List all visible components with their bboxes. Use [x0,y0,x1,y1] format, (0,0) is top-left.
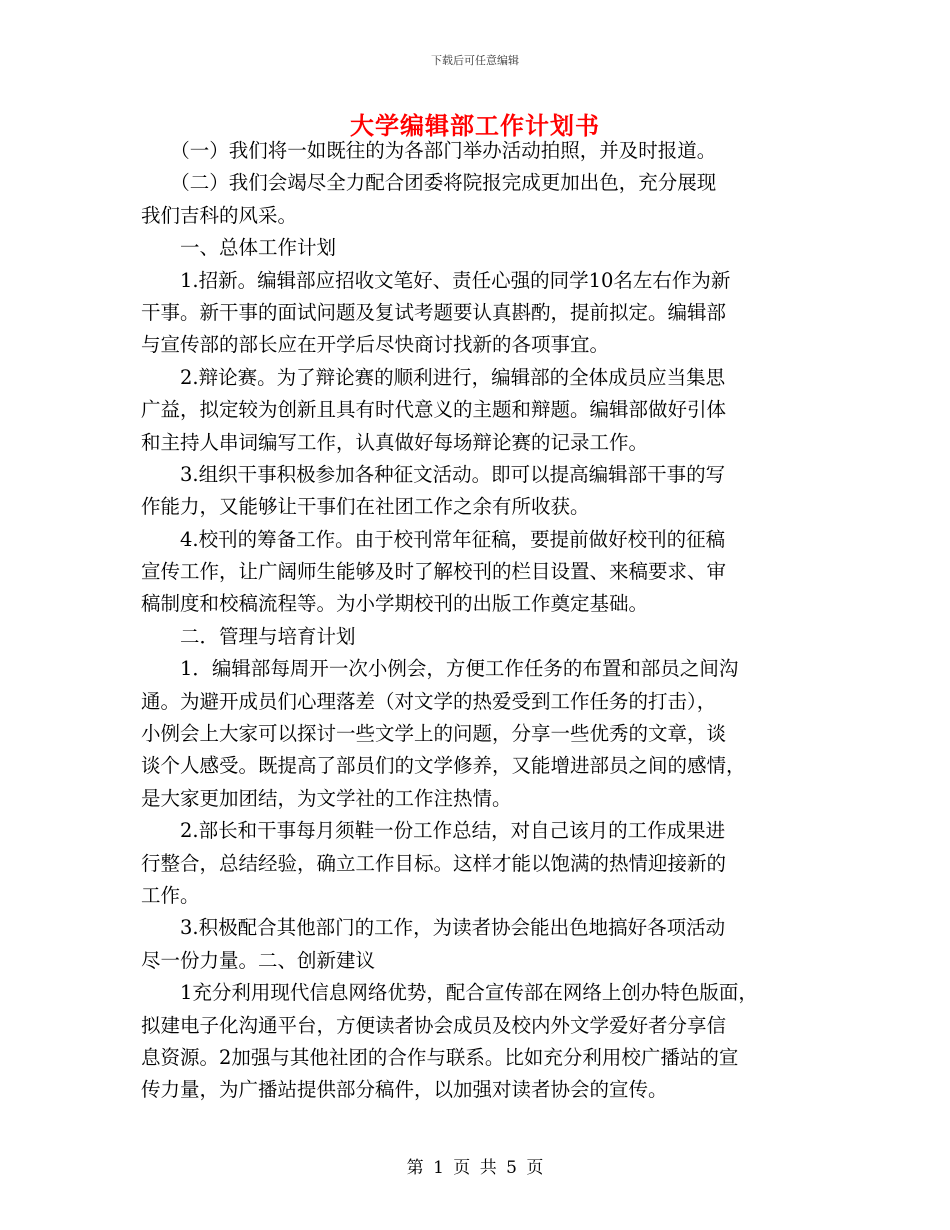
text-line: 行整合，总结经验，确立工作目标。这样才能以饱满的热情迎接新的 [141,851,727,875]
text-line: 2.辩论赛。为了辩论赛的顺利进行，编辑部的全体成员应当集思 [141,365,726,389]
text-line: 干事。新干事的面试问题及复试考题要认真斟酌，提前拟定。编辑部 [141,300,727,324]
document-title: 大学编辑部工作计划书 [350,111,600,140]
text-line: 传力量，为广播站提供部分稿件，以加强对读者协会的宣传。 [141,1078,668,1102]
text-line: 4.校刊的筹备工作。由于校刊常年征稿，要提前做好校刊的征稿 [141,527,726,551]
page-header: 下载后可任意编辑 [431,54,519,67]
text-line: 稿制度和校稿流程等。为小学期校刊的出版工作奠定基础。 [141,592,649,616]
text-line: 二．管理与培育计划 [141,624,356,648]
text-line: 拟建电子化沟通平台，方便读者协会成员及校内外文学爱好者分享信 [141,1013,727,1037]
text-line: 工作。 [141,883,200,907]
text-line: 3.组织干事积极参加各种征文活动。即可以提高编辑部干事的写 [141,462,726,486]
text-line: 谈个人感受。既提高了部员们的文学修养，又能增进部员之间的感情， [141,754,746,778]
document-body [141,135,821,1107]
text-line: 与宣传部的部长应在开学后尽快商讨找新的各项事宜。 [141,333,610,357]
text-line: 宣传工作，让广阔师生能够及时了解校刊的栏目设置、来稿要求、审 [141,560,727,584]
text-line: 一、总体工作计划 [141,236,337,260]
text-line: 1．编辑部每周开一次小例会，方便工作任务的布置和部员之间沟 [141,657,739,681]
text-line: 通。为避开成员们心理落差（对文学的热爱受到工作任务的打击）， [141,689,717,713]
text-line: （二）我们会竭尽全力配合团委将院报完成更加出色，充分展现 [141,171,717,195]
page-footer: 第 1 页 共 5 页 [406,1158,544,1178]
text-line: 2.部长和干事每月须鞋一份工作总结，对自己该月的工作成果进 [141,819,726,843]
text-line: 小例会上大家可以探讨一些文学上的问题，分享一些优秀的文章，谈 [141,722,727,746]
text-line: 广益，拟定较为创新且具有时代意义的主题和辩题。编辑部做好引体 [141,398,727,422]
text-line: 和主持人串词编写工作，认真做好每场辩论赛的记录工作。 [141,430,649,454]
text-line: （一）我们将一如既往的为各部门举办活动拍照，并及时报道。 [141,139,717,162]
text-line: 尽一份力量。二、创新建议 [141,948,376,972]
text-line: 作能力，又能够让干事们在社团工作之余有所收获。 [141,495,590,519]
text-line: 3.积极配合其他部门的工作，为读者协会能出色地搞好各项活动 [141,916,726,940]
text-line: 息资源。2加强与其他社团的合作与联系。比如充分利用校广播站的宣 [141,1045,739,1069]
text-line: 1.招新。编辑部应招收文笔好、责任心强的同学10名左右作为新 [141,268,731,292]
text-line: 1充分利用现代信息网络优势，配合宣传部在网络上创办特色版面， [141,981,758,1005]
text-line: 我们吉科的风采。 [141,203,298,227]
text-line: 是大家更加团结，为文学社的工作注热情。 [141,786,512,810]
